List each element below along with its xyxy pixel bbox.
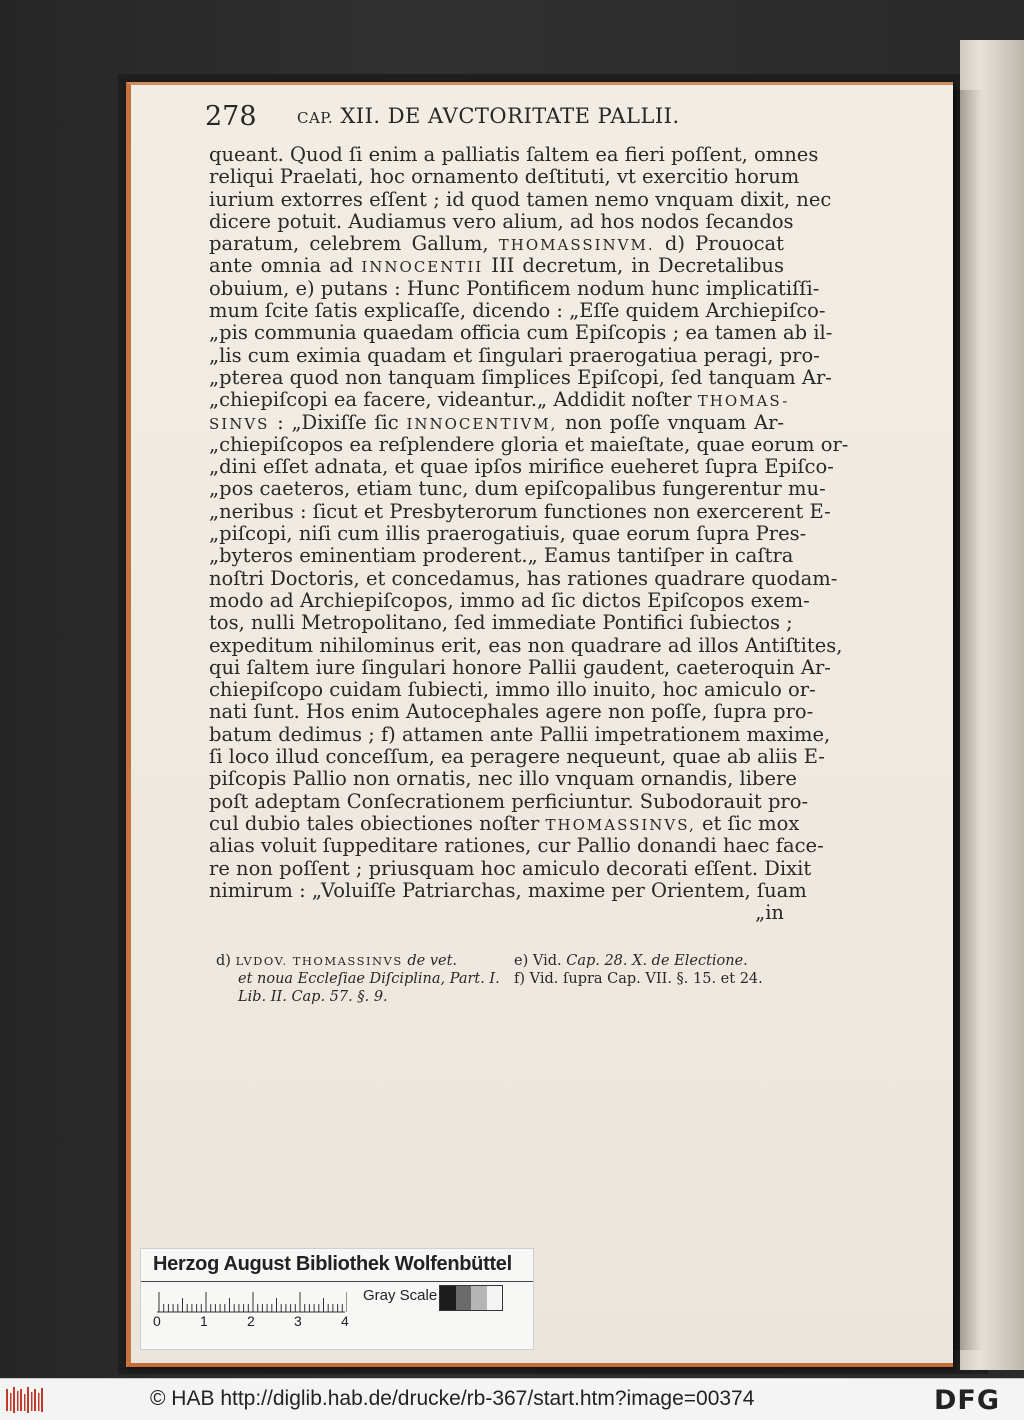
- text-line: [209, 655, 831, 679]
- library-label: [140, 1248, 534, 1350]
- text-line: [209, 633, 843, 657]
- footnote-d-line2: et noua Eccleſiae Diſciplina, Part. I.: [238, 971, 500, 987]
- text-line: [209, 811, 800, 835]
- footnote-f-text: f) Vid. ſupra Cap. VII. §. 15. et 24.: [514, 971, 763, 987]
- text-segment: „pterea quod non tanquam ſimplices Epiſcopi, ſed tanquam Ar-: [209, 365, 832, 389]
- copyright-link[interactable]: © HAB http://diglib.hab.de/drucke/rb-367/start.htm?image=00374: [150, 1387, 755, 1410]
- ruler-number: 3: [294, 1313, 302, 1329]
- ruler-number: 0: [153, 1313, 161, 1329]
- ruler-number: 2: [247, 1313, 255, 1329]
- small-caps-name: SINVS: [209, 414, 270, 433]
- small-caps-name: THOMASSINVM.: [498, 236, 655, 255]
- text-segment: piſcopis Pallio non ornatis, nec illo vnquam ornandis, libere: [209, 767, 797, 791]
- text-line: [209, 165, 800, 189]
- text-line: [209, 767, 797, 791]
- text-segment: ſi loco illud conceſſum, ea peragere nequeunt, quae ab aliis E-: [209, 745, 825, 769]
- ruler-scale: [157, 1289, 347, 1313]
- text-line: [209, 834, 824, 858]
- footnote-ef: [514, 952, 776, 988]
- gray-scale-swatch: [439, 1285, 503, 1311]
- label-divider: [141, 1281, 533, 1282]
- chapter-heading: XII. DE AVCTORITATE PALLII.: [340, 104, 680, 128]
- text-line: [209, 255, 784, 277]
- text-segment: batum dedimus ; f) attamen ante Pallii impetrationem maxime,: [209, 722, 831, 746]
- text-segment: non poſſe vnquam Ar-: [557, 410, 785, 434]
- text-line: [209, 477, 826, 501]
- text-segment: nimirum : „Voluiſſe Patriarchas, maxime per Orientem, ſuam: [209, 878, 807, 902]
- footnote-marker-d: d): [216, 953, 236, 969]
- text-segment: chiepiſcopo cuidam ſubiecti, immo illo inuito, hoc amiculo or-: [209, 678, 816, 702]
- text-segment: „lis cum eximia quadam et ſingulari praerogatiua peragi, pro-: [209, 343, 820, 367]
- text-line: [209, 722, 831, 746]
- text-line: [209, 566, 838, 590]
- running-head: [205, 101, 865, 137]
- text-line: [209, 343, 820, 367]
- barcode-icon: [6, 1387, 46, 1413]
- text-segment: modo ad Archiepiſcopos, immo ad ſic dictos Epiſcopos exem-: [209, 588, 810, 612]
- ruler-numbers: [153, 1313, 363, 1331]
- text-line: [209, 388, 790, 412]
- text-segment: obuium, e) putans : Hunc Pontificem nodum hunc implicatiſſi-: [209, 276, 820, 300]
- text-segment: „chiepiſcopi ea facere, videantur.„ Addidit noſter: [209, 388, 698, 412]
- text-line: [209, 745, 825, 769]
- text-line: [209, 588, 810, 612]
- text-segment: paratum, celebrem Gallum,: [209, 232, 499, 256]
- text-segment: III decretum, in Decretalibus: [483, 254, 784, 278]
- text-line: [209, 365, 832, 389]
- text-line: [209, 499, 831, 523]
- small-caps-name: INNOCENTII: [361, 258, 484, 277]
- text-line: [209, 209, 794, 233]
- small-caps-name: THOMAS-: [697, 392, 790, 411]
- text-line: [209, 678, 816, 702]
- body-text: [209, 143, 849, 925]
- text-segment: cul dubio tales obiectiones noſter: [209, 811, 546, 835]
- text-line: [209, 878, 807, 902]
- dfg-logo: DFG: [934, 1385, 1001, 1416]
- text-segment: noſtri Doctoris, et concedamus, has rationes quadrare quodam-: [209, 566, 838, 590]
- text-segment: reliqui Praelati, hoc ornamento deſtituti, vt exercitio horum: [209, 165, 800, 189]
- text-segment: „byteros eminentiam proderent.„ Eamus tantiſper in caſtra: [209, 544, 794, 568]
- text-segment: mum ſcite ſatis explicaſſe, dicendo : „Eſſe quidem Archiepiſco-: [209, 299, 826, 323]
- text-segment: dicere potuit. Audiamus vero alium, ad hos nodos ſecandos: [209, 209, 794, 233]
- chapter-abbrev: CAP.: [297, 109, 334, 127]
- gray-scale-label: Gray Scale: [363, 1287, 438, 1304]
- text-segment: ante omnia ad: [209, 254, 362, 278]
- text-line: [209, 143, 819, 166]
- page-number: 278: [205, 101, 257, 132]
- text-segment: nati ſunt. Hos enim Autocephales agere non poſſe, ſupra pro-: [209, 700, 814, 724]
- footnote-d-line3: Lib. II. Cap. 57. §. 9.: [238, 989, 388, 1005]
- text-line: [209, 299, 826, 323]
- text-line: [209, 276, 820, 300]
- text-line: [209, 321, 833, 345]
- text-line: [209, 611, 793, 635]
- text-segment: „pos caeteros, etiam tunc, dum epiſcopalibus fungerentur mu-: [209, 477, 826, 501]
- text-segment: „dini eſſet adnata, et quae ipſos mirifice eueheret ſupra Epiſco-: [209, 455, 834, 479]
- ruler-number: 4: [341, 1313, 349, 1329]
- footer-bar: [0, 1378, 1024, 1420]
- small-caps-name: INNOCENTIVM,: [406, 414, 558, 433]
- footnote-d-line1: de vet.: [402, 953, 458, 969]
- footnote-e-text: Cap. 28. X. de Electione.: [566, 953, 748, 969]
- ruler-number: 1: [200, 1313, 208, 1329]
- text-segment: expeditum nihilominus erit, eas non quadrare ad illos Antiſtites,: [209, 633, 843, 657]
- footnote-d-author: LVDOV. THOMASSINVS: [235, 954, 403, 968]
- chapter-title: [297, 104, 680, 128]
- text-segment: tos, nulli Metropolitano, ſed immediate Pontifici ſubiectos ;: [209, 611, 793, 635]
- text-line: [209, 700, 814, 724]
- text-segment: qui ſaltem iure ſingulari honore Pallii gaudent, caeteroquin Ar-: [209, 655, 831, 679]
- text-segment: d) Prouocat: [654, 232, 785, 256]
- text-segment: poſt adeptam Conſecrationem perficiuntur. Subodorauit pro-: [209, 789, 809, 813]
- text-segment: alias voluit ſuppeditare rationes, cur Pallio donandi haec face-: [209, 834, 824, 858]
- text-segment: „pis communia quaedam officia cum Epiſcopis ; ea tamen ab il-: [209, 321, 833, 345]
- text-line: [209, 412, 784, 434]
- small-caps-name: THOMASSINVS,: [545, 815, 696, 834]
- footnote-d: [216, 952, 506, 1006]
- library-name: Herzog August Bibliothek Wolfenbüttel: [153, 1253, 512, 1275]
- text-line: [209, 233, 784, 255]
- text-segment: re non poſſent ; priusquam hoc amiculo decorati eſſent. Dixit: [209, 856, 812, 880]
- text-line: [209, 544, 794, 568]
- footnote-marker-e: e): [514, 953, 533, 969]
- catchword: „in: [755, 901, 784, 925]
- text-line: [209, 455, 834, 479]
- text-line: [209, 432, 849, 456]
- footnote-e-vid: Vid.: [532, 953, 567, 969]
- text-line: [209, 856, 812, 880]
- text-line: [209, 522, 807, 546]
- text-segment: „neribus : ſicut et Presbyterorum functiones non exercerent E-: [209, 499, 831, 523]
- text-segment: „piſcopi, niſi cum illis praerogatiuis, quae eorum ſupra Pres-: [209, 522, 807, 546]
- text-line: [209, 789, 809, 813]
- text-segment: iurium extorres eſſent ; id quod tamen nemo vnquam dixit, nec: [209, 187, 832, 211]
- text-segment: et ſic mox: [695, 811, 800, 835]
- text-line: [209, 187, 832, 211]
- text-segment: „chiepiſcopos ea reſplendere gloria et maieſtate, quae eorum or-: [209, 432, 849, 456]
- text-segment: queant. Quod ſi enim a palliatis ſaltem ea fieri poſſent, omnes: [209, 143, 819, 166]
- text-segment: : „Dixiſſe ſic: [269, 410, 407, 434]
- footnotes: [216, 952, 776, 1022]
